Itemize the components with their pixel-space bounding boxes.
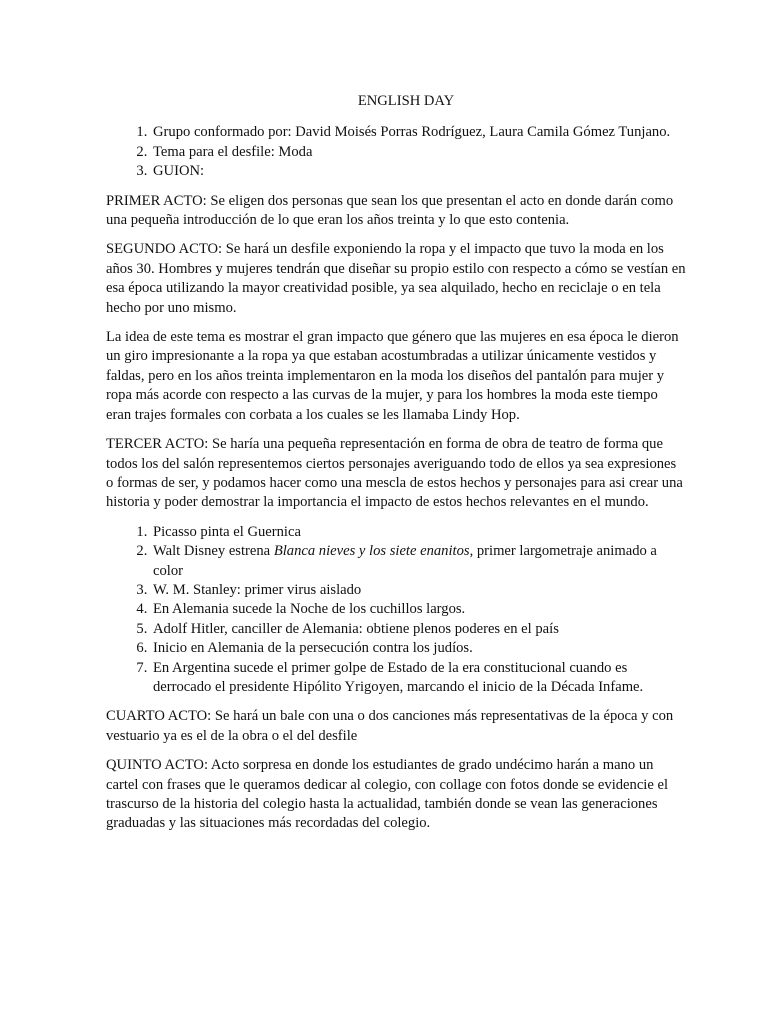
paragraph-idea: La idea de este tema es mostrar el gran impacto que género que las mujeres en esa época le dieron un giro impresionante a la ropa ya que estaban acostumbradas a utilizar únicamente vestidos y faldas, pero en los años treinta implementaron en la moda los diseños del pantalón para mujer y ropa más acorde con respecto a las curvas de la mujer, y para los hombres la moda este tiempo eran trajes formales con corbata a los cuales se les llamaba Lindy Hop.	[106, 329, 679, 423]
paragraph-quinto-acto: QUINTO ACTO: Acto sorpresa en donde los estudiantes de grado undécimo harán a mano un cartel con frases que le queramos dedicar al colegio, con collage con fotos donde se evidencie el trascurso de la historia del colegio hasta la actualidad, también donde se vean las generaciones graduadas y las situaciones más recordadas del colegio.	[106, 757, 669, 832]
paragraph-segundo-acto: SEGUNDO ACTO: Se hará un desfile exponiendo la ropa y el impacto que tuvo la moda en los años 30. Hombres y mujeres tendrán que diseñar su propio estilo con respecto a cómo se vestían en esa época utilizando la mayor creatividad posible, ya sea alquilado, hecho en reciclaje o en tela hecho por uno mismo.	[106, 241, 686, 316]
paragraph-tercer-acto: TERCER ACTO: Se haría una pequeña representación en forma de obra de teatro de forma que todos los del salón representemos ciertos personajes averiguando todo de ellos ya sea expresiones o formas de ser, y podamos hacer como una mescla de estos hechos y personajes para asi crear una historia y poder demostrar la importancia el impacto de estos hechos relevantes en el mundo.	[106, 436, 683, 511]
paragraph-primer-acto: PRIMER ACTO: Se eligen dos personas que sean los que presentan el acto en donde darán como una pequeña introducción de lo que eran los años treinta y lo que esto contenia.	[106, 192, 674, 229]
list-item	[151, 542, 686, 581]
list-item: 1. Grupo conformado por: David Moisés Porras Rodríguez, Laura Camila Gómez Tunjano.	[151, 123, 686, 142]
film-title: Blanca nieves y los siete enanitos	[273, 543, 470, 560]
list-item: 3. GUION:	[151, 162, 686, 181]
list-item: 2. Tema para el desfile: Moda	[151, 143, 686, 162]
list-item: 1. Picasso pinta el Guernica	[151, 523, 686, 542]
list-item: 6. Inicio en Alemania de la persecución contra los judíos.	[151, 639, 686, 658]
list-item: 5. Adolf Hitler, canciller de Alemania: obtiene plenos poderes en el país	[151, 620, 686, 639]
document-title: ENGLISH DAY	[357, 93, 455, 109]
list-item: 4. En Alemania sucede la Noche de los cuchillos largos.	[151, 600, 686, 619]
list-item-text: Walt Disney estrena	[153, 543, 274, 560]
list-item: 3. W. M. Stanley: primer virus aislado	[151, 581, 686, 600]
list-item: 7. En Argentina sucede el primer golpe de Estado de la era constitucional cuando es derrocado el presidente Hipólito Yrigoyen, marcando el inicio de la Década Infame.	[151, 659, 686, 698]
info-list	[106, 123, 686, 181]
events-list	[106, 523, 686, 698]
paragraph-cuarto-acto: CUARTO ACTO: Se hará un bale con una o dos canciones más representativas de la época y con vestuario ya es el de la obra o el del desfile	[106, 708, 674, 744]
list-item-text: , primer largometraje animado a color	[153, 543, 657, 579]
